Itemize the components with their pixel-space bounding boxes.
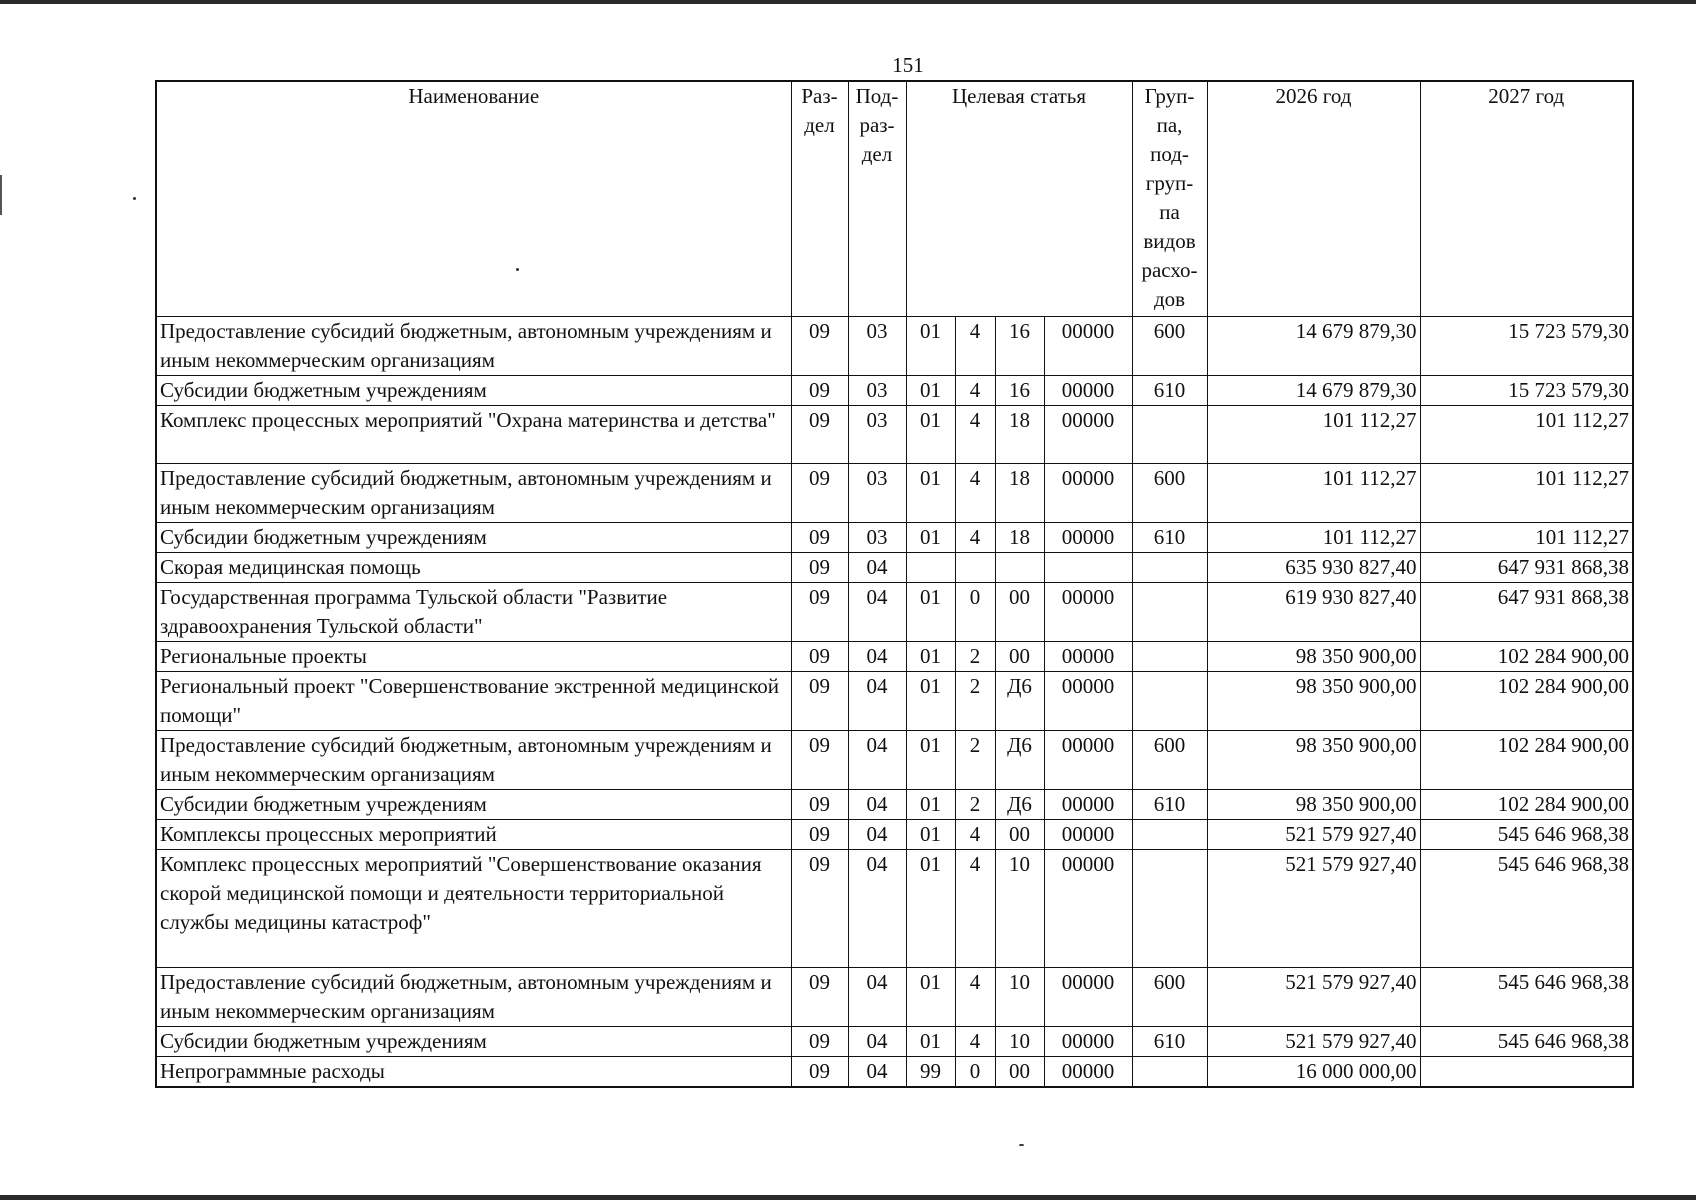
row-cs-direction: 00 xyxy=(995,582,1044,641)
scan-speck xyxy=(1019,1144,1024,1146)
row-cs-type: 4 xyxy=(955,375,995,405)
table-row xyxy=(156,405,1633,463)
table-row xyxy=(156,522,1633,552)
row-podrazdel: 04 xyxy=(848,641,906,671)
header-razdel xyxy=(791,81,848,316)
row-cs-program: 01 xyxy=(906,316,955,375)
row-cs-expense: 00000 xyxy=(1044,849,1132,967)
row-cs-type: 4 xyxy=(955,522,995,552)
row-cs-type: 0 xyxy=(955,1056,995,1087)
row-name: Государственная программа Тульской области "Развитие здравоохранения Тульской области" xyxy=(156,582,791,641)
table-row xyxy=(156,552,1633,582)
row-cs-program: 01 xyxy=(906,375,955,405)
row-vid-rashodov: 610 xyxy=(1132,522,1207,552)
row-amount-2026: 521 579 927,40 xyxy=(1207,967,1420,1026)
header-name: Наименование xyxy=(156,81,791,316)
row-podrazdel: 03 xyxy=(848,316,906,375)
row-vid-rashodov: 610 xyxy=(1132,1026,1207,1056)
row-amount-2027: 102 284 900,00 xyxy=(1420,730,1633,789)
table-row xyxy=(156,1056,1633,1087)
row-cs-type: 2 xyxy=(955,671,995,730)
row-name: Предоставление субсидий бюджетным, автономным учреждениям и иным некоммерческим организациям xyxy=(156,316,791,375)
row-podrazdel: 04 xyxy=(848,1026,906,1056)
row-amount-2026: 14 679 879,30 xyxy=(1207,316,1420,375)
row-amount-2026: 521 579 927,40 xyxy=(1207,819,1420,849)
header-gruppa-line: груп- xyxy=(1145,171,1194,195)
row-cs-type: 2 xyxy=(955,789,995,819)
row-cs-direction: 10 xyxy=(995,1026,1044,1056)
table-row xyxy=(156,730,1633,789)
row-name: Субсидии бюджетным учреждениям xyxy=(156,789,791,819)
scan-speck xyxy=(133,197,136,200)
row-cs-direction: 16 xyxy=(995,375,1044,405)
header-podrazdel-line: дел xyxy=(861,142,893,166)
table-header-row xyxy=(156,81,1633,316)
row-razdel: 09 xyxy=(791,582,848,641)
table-row xyxy=(156,671,1633,730)
row-amount-2026: 619 930 827,40 xyxy=(1207,582,1420,641)
row-vid-rashodov xyxy=(1132,405,1207,463)
header-gruppa-line: расхо- xyxy=(1141,258,1198,282)
scan-edge-bottom xyxy=(0,1195,1696,1200)
row-cs-program: 01 xyxy=(906,730,955,789)
row-cs-direction: 10 xyxy=(995,967,1044,1026)
row-cs-expense xyxy=(1044,552,1132,582)
row-cs-program: 01 xyxy=(906,849,955,967)
table-row xyxy=(156,316,1633,375)
row-vid-rashodov xyxy=(1132,849,1207,967)
row-amount-2027: 647 931 868,38 xyxy=(1420,552,1633,582)
table-row xyxy=(156,463,1633,522)
row-amount-2027: 545 646 968,38 xyxy=(1420,849,1633,967)
row-cs-expense: 00000 xyxy=(1044,789,1132,819)
row-amount-2026: 98 350 900,00 xyxy=(1207,789,1420,819)
row-cs-type: 4 xyxy=(955,316,995,375)
row-name: Предоставление субсидий бюджетным, автономным учреждениям и иным некоммерческим организациям xyxy=(156,463,791,522)
row-cs-type: 0 xyxy=(955,582,995,641)
row-podrazdel: 04 xyxy=(848,1056,906,1087)
row-cs-type: 4 xyxy=(955,849,995,967)
row-razdel: 09 xyxy=(791,522,848,552)
row-podrazdel: 03 xyxy=(848,375,906,405)
row-podrazdel: 04 xyxy=(848,967,906,1026)
row-name: Непрограммные расходы xyxy=(156,1056,791,1087)
row-cs-direction: 00 xyxy=(995,641,1044,671)
header-year-2027: 2027 год xyxy=(1420,81,1633,316)
table-row xyxy=(156,849,1633,967)
row-razdel: 09 xyxy=(791,819,848,849)
header-podrazdel-line: Под- xyxy=(855,84,899,108)
row-cs-expense: 00000 xyxy=(1044,522,1132,552)
row-amount-2026: 16 000 000,00 xyxy=(1207,1056,1420,1087)
header-gruppa-line: дов xyxy=(1153,287,1186,311)
row-razdel: 09 xyxy=(791,552,848,582)
scan-edge-top xyxy=(0,0,1696,4)
header-celevaya-statya: Целевая статья xyxy=(906,81,1132,316)
row-cs-direction xyxy=(995,552,1044,582)
row-cs-type xyxy=(955,552,995,582)
row-amount-2026: 101 112,27 xyxy=(1207,522,1420,552)
row-cs-type: 4 xyxy=(955,967,995,1026)
row-cs-expense: 00000 xyxy=(1044,1026,1132,1056)
row-cs-expense: 00000 xyxy=(1044,316,1132,375)
header-razdel-line: Раз- xyxy=(801,84,838,108)
row-amount-2027: 101 112,27 xyxy=(1420,463,1633,522)
row-amount-2027: 647 931 868,38 xyxy=(1420,582,1633,641)
row-cs-expense: 00000 xyxy=(1044,1056,1132,1087)
row-vid-rashodov xyxy=(1132,819,1207,849)
row-cs-expense: 00000 xyxy=(1044,463,1132,522)
row-vid-rashodov xyxy=(1132,582,1207,641)
row-vid-rashodov xyxy=(1132,641,1207,671)
row-name: Комплексы процессных мероприятий xyxy=(156,819,791,849)
row-amount-2026: 98 350 900,00 xyxy=(1207,671,1420,730)
row-amount-2027: 102 284 900,00 xyxy=(1420,789,1633,819)
row-podrazdel: 04 xyxy=(848,849,906,967)
row-amount-2027: 101 112,27 xyxy=(1420,522,1633,552)
row-cs-program: 01 xyxy=(906,789,955,819)
row-cs-direction: 00 xyxy=(995,1056,1044,1087)
row-name: Предоставление субсидий бюджетным, автономным учреждениям и иным некоммерческим организациям xyxy=(156,730,791,789)
table-row xyxy=(156,641,1633,671)
row-amount-2027: 15 723 579,30 xyxy=(1420,375,1633,405)
row-razdel: 09 xyxy=(791,1026,848,1056)
header-gruppa-vidov-rashodov xyxy=(1132,81,1207,316)
row-name: Комплекс процессных мероприятий "Охрана материнства и детства" xyxy=(156,405,791,463)
row-name: Региональные проекты xyxy=(156,641,791,671)
row-podrazdel: 03 xyxy=(848,522,906,552)
row-cs-expense: 00000 xyxy=(1044,967,1132,1026)
row-name: Субсидии бюджетным учреждениям xyxy=(156,1026,791,1056)
row-cs-program: 01 xyxy=(906,967,955,1026)
row-amount-2026: 521 579 927,40 xyxy=(1207,849,1420,967)
row-name: Скорая медицинская помощь xyxy=(156,552,791,582)
row-razdel: 09 xyxy=(791,641,848,671)
row-cs-program: 01 xyxy=(906,819,955,849)
row-cs-direction: 18 xyxy=(995,522,1044,552)
header-podrazdel-line: раз- xyxy=(859,113,895,137)
row-razdel: 09 xyxy=(791,730,848,789)
row-cs-direction: Д6 xyxy=(995,789,1044,819)
table-body xyxy=(156,316,1633,1087)
row-podrazdel: 04 xyxy=(848,552,906,582)
row-razdel: 09 xyxy=(791,789,848,819)
row-vid-rashodov xyxy=(1132,552,1207,582)
row-amount-2027: 545 646 968,38 xyxy=(1420,967,1633,1026)
row-amount-2027: 15 723 579,30 xyxy=(1420,316,1633,375)
table-row xyxy=(156,819,1633,849)
row-razdel: 09 xyxy=(791,671,848,730)
row-cs-direction: 10 xyxy=(995,849,1044,967)
row-cs-expense: 00000 xyxy=(1044,641,1132,671)
scan-edge-left xyxy=(0,175,2,215)
header-podrazdel xyxy=(848,81,906,316)
header-year-2026: 2026 год xyxy=(1207,81,1420,316)
row-cs-type: 4 xyxy=(955,463,995,522)
header-razdel-line: дел xyxy=(804,113,835,137)
row-amount-2027 xyxy=(1420,1056,1633,1087)
header-gruppa-line: видов xyxy=(1143,229,1196,253)
row-razdel: 09 xyxy=(791,405,848,463)
row-cs-expense: 00000 xyxy=(1044,405,1132,463)
row-name: Предоставление субсидий бюджетным, автономным учреждениям и иным некоммерческим организациям xyxy=(156,967,791,1026)
row-vid-rashodov xyxy=(1132,1056,1207,1087)
header-gruppa-line: под- xyxy=(1150,142,1189,166)
row-cs-program: 01 xyxy=(906,671,955,730)
row-vid-rashodov: 600 xyxy=(1132,316,1207,375)
row-cs-type: 2 xyxy=(955,730,995,789)
row-podrazdel: 03 xyxy=(848,463,906,522)
row-amount-2026: 98 350 900,00 xyxy=(1207,641,1420,671)
row-razdel: 09 xyxy=(791,463,848,522)
row-cs-program: 01 xyxy=(906,641,955,671)
row-amount-2027: 545 646 968,38 xyxy=(1420,1026,1633,1056)
row-podrazdel: 03 xyxy=(848,405,906,463)
page-number: 151 xyxy=(892,53,924,77)
header-gruppa-line: Груп- xyxy=(1144,84,1195,108)
row-amount-2027: 102 284 900,00 xyxy=(1420,671,1633,730)
row-podrazdel: 04 xyxy=(848,819,906,849)
row-cs-program: 01 xyxy=(906,582,955,641)
row-amount-2026: 14 679 879,30 xyxy=(1207,375,1420,405)
table-row xyxy=(156,1026,1633,1056)
row-razdel: 09 xyxy=(791,1056,848,1087)
table-row xyxy=(156,789,1633,819)
table-row xyxy=(156,967,1633,1026)
row-amount-2027: 102 284 900,00 xyxy=(1420,641,1633,671)
row-name: Субсидии бюджетным учреждениям xyxy=(156,522,791,552)
row-cs-program: 01 xyxy=(906,463,955,522)
row-name: Региональный проект "Совершенствование экстренной медицинской помощи" xyxy=(156,671,791,730)
row-podrazdel: 04 xyxy=(848,730,906,789)
row-razdel: 09 xyxy=(791,316,848,375)
row-vid-rashodov: 610 xyxy=(1132,375,1207,405)
row-cs-program: 01 xyxy=(906,1026,955,1056)
row-amount-2026: 521 579 927,40 xyxy=(1207,1026,1420,1056)
row-name: Комплекс процессных мероприятий "Совершенствование оказания скорой медицинской помощи и деятельности территориальной службы медицины катастроф" xyxy=(156,849,791,967)
row-cs-expense: 00000 xyxy=(1044,671,1132,730)
row-cs-expense: 00000 xyxy=(1044,819,1132,849)
row-podrazdel: 04 xyxy=(848,789,906,819)
row-podrazdel: 04 xyxy=(848,671,906,730)
row-cs-direction: Д6 xyxy=(995,730,1044,789)
row-amount-2026: 98 350 900,00 xyxy=(1207,730,1420,789)
row-podrazdel: 04 xyxy=(848,582,906,641)
row-razdel: 09 xyxy=(791,849,848,967)
row-cs-direction: 00 xyxy=(995,819,1044,849)
row-amount-2027: 101 112,27 xyxy=(1420,405,1633,463)
row-amount-2027: 545 646 968,38 xyxy=(1420,819,1633,849)
row-amount-2026: 635 930 827,40 xyxy=(1207,552,1420,582)
row-amount-2026: 101 112,27 xyxy=(1207,405,1420,463)
row-cs-type: 2 xyxy=(955,641,995,671)
row-vid-rashodov: 600 xyxy=(1132,730,1207,789)
header-gruppa-line: па xyxy=(1159,200,1180,224)
row-cs-program: 99 xyxy=(906,1056,955,1087)
row-cs-expense: 00000 xyxy=(1044,730,1132,789)
row-vid-rashodov: 600 xyxy=(1132,463,1207,522)
row-name: Субсидии бюджетным учреждениям xyxy=(156,375,791,405)
row-cs-type: 4 xyxy=(955,405,995,463)
row-cs-direction: 18 xyxy=(995,405,1044,463)
row-cs-expense: 00000 xyxy=(1044,582,1132,641)
row-vid-rashodov: 600 xyxy=(1132,967,1207,1026)
row-cs-direction: Д6 xyxy=(995,671,1044,730)
row-razdel: 09 xyxy=(791,375,848,405)
budget-table xyxy=(155,80,1634,1088)
row-cs-direction: 16 xyxy=(995,316,1044,375)
row-cs-program: 01 xyxy=(906,405,955,463)
row-cs-type: 4 xyxy=(955,1026,995,1056)
table-row xyxy=(156,375,1633,405)
row-amount-2026: 101 112,27 xyxy=(1207,463,1420,522)
row-vid-rashodov xyxy=(1132,671,1207,730)
row-vid-rashodov: 610 xyxy=(1132,789,1207,819)
table-row xyxy=(156,582,1633,641)
row-cs-direction: 18 xyxy=(995,463,1044,522)
row-cs-program: 01 xyxy=(906,522,955,552)
header-gruppa-line: па, xyxy=(1156,113,1183,137)
row-cs-expense: 00000 xyxy=(1044,375,1132,405)
row-razdel: 09 xyxy=(791,967,848,1026)
row-cs-program xyxy=(906,552,955,582)
row-cs-type: 4 xyxy=(955,819,995,849)
